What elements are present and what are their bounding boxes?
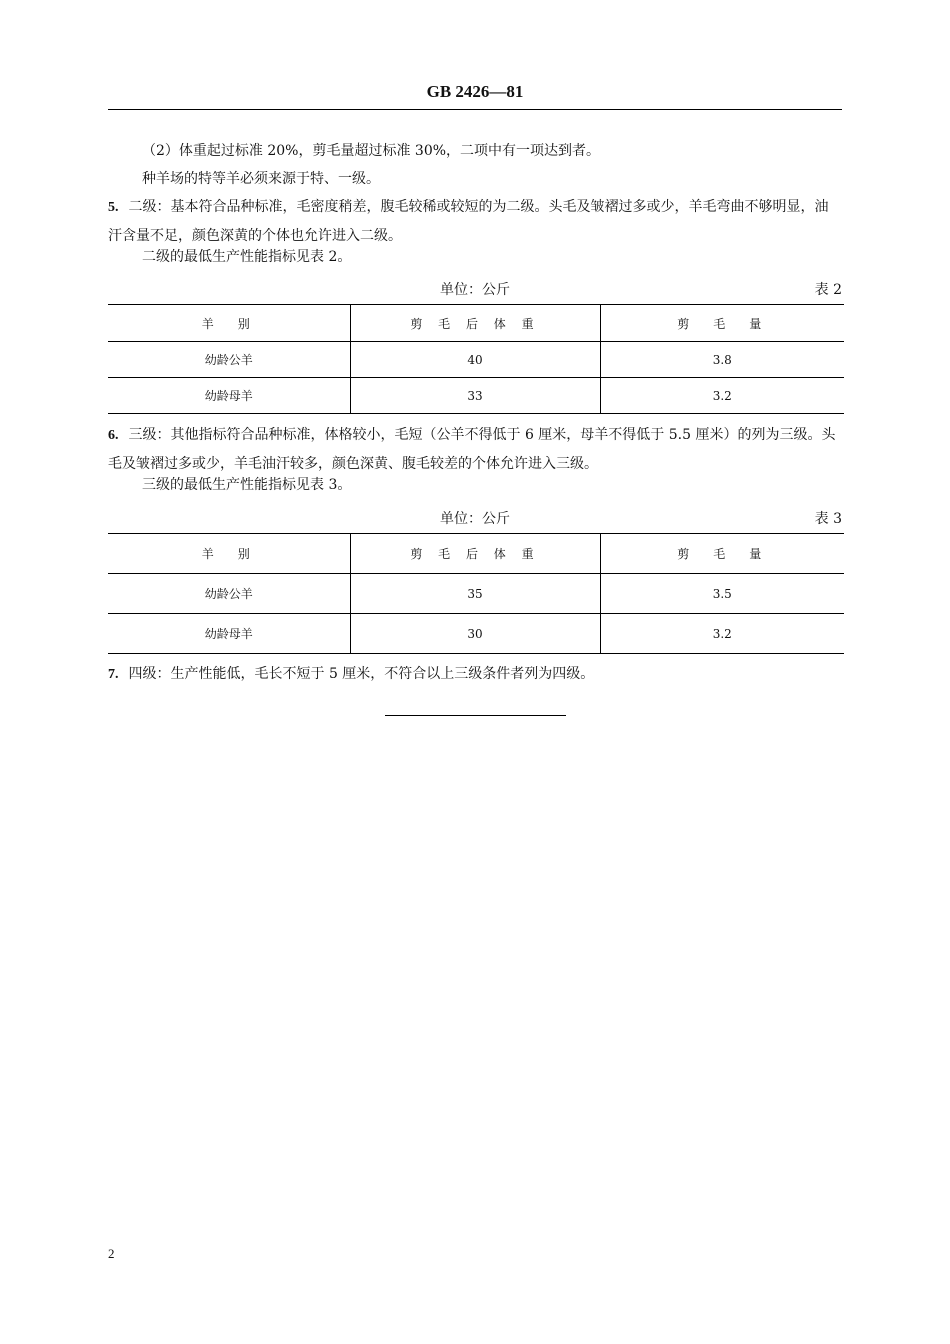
end-rule	[385, 715, 566, 716]
table-row	[108, 614, 844, 654]
table-cell: 3.8	[600, 342, 844, 378]
section-text: 四级：生产性能低，毛长不短于 5 厘米，不符合以上三级条件者列为四级。	[128, 666, 595, 682]
table-header-row	[108, 534, 844, 574]
section-7	[108, 660, 842, 689]
table-2	[108, 304, 844, 414]
page-number: 2	[108, 1246, 115, 1261]
section-number: 7.	[108, 667, 119, 682]
table-cell: 幼龄公羊	[108, 574, 350, 614]
section-6	[108, 421, 842, 478]
table-cell: 35	[350, 574, 600, 614]
table-cell: 幼龄母羊	[108, 614, 350, 654]
table3-caption	[108, 508, 842, 528]
paragraph-breeding-farm: 种羊场的特等羊必须来源于特、一级。	[142, 171, 380, 187]
section-5	[108, 193, 842, 250]
table-cell: 幼龄公羊	[108, 342, 350, 378]
table-label: 表 2	[814, 282, 842, 298]
table2-caption	[108, 279, 842, 299]
table-label: 表 3	[814, 511, 842, 527]
paragraph-table3-ref: 三级的最低生产性能指标见表 3。	[142, 477, 352, 493]
header-cell: 剪 毛 后 体 重	[350, 305, 600, 342]
document-code: GB 2426—81	[426, 82, 524, 101]
header-cell: 羊 别	[108, 534, 350, 574]
table-cell: 40	[350, 342, 600, 378]
table-cell: 3.2	[600, 614, 844, 654]
section-text: 三级：其他指标符合品种标准，体格较小，毛短（公羊不得低于 6 厘米，母羊不得低于 5.5 厘米）的列为三级。头毛及皱褶过多或少，羊毛油汗较多，颜色深黄、腹毛较差的个体允许进入三级。	[108, 427, 836, 472]
table-cell: 3.2	[600, 378, 844, 414]
table-row	[108, 342, 844, 378]
table-unit: 单位：公斤	[440, 511, 510, 527]
table-cell: 33	[350, 378, 600, 414]
table-cell: 幼龄母羊	[108, 378, 350, 414]
header-rule	[108, 109, 842, 110]
section-number: 6.	[108, 428, 119, 443]
header-cell: 剪 毛 量	[600, 534, 844, 574]
header-cell: 剪 毛 量	[600, 305, 844, 342]
table-cell: 30	[350, 614, 600, 654]
section-number: 5.	[108, 200, 119, 215]
table-header-row	[108, 305, 844, 342]
paragraph-criterion-2: （2）体重起过标准 20%，剪毛量超过标准 30%，二项中有一项达到者。	[142, 143, 601, 159]
header-cell: 剪 毛 后 体 重	[350, 534, 600, 574]
table-row	[108, 378, 844, 414]
section-text: 二级：基本符合品种标准，毛密度稍差，腹毛较稀或较短的为二级。头毛及皱褶过多或少，羊毛弯曲不够明显，油汗含量不足，颜色深黄的个体也允许进入二级。	[108, 199, 829, 244]
paragraph-table2-ref: 二级的最低生产性能指标见表 2。	[142, 249, 352, 265]
table-row	[108, 574, 844, 614]
table-unit: 单位：公斤	[440, 282, 510, 298]
table-3	[108, 533, 844, 654]
table-cell: 3.5	[600, 574, 844, 614]
header-cell: 羊 别	[108, 305, 350, 342]
